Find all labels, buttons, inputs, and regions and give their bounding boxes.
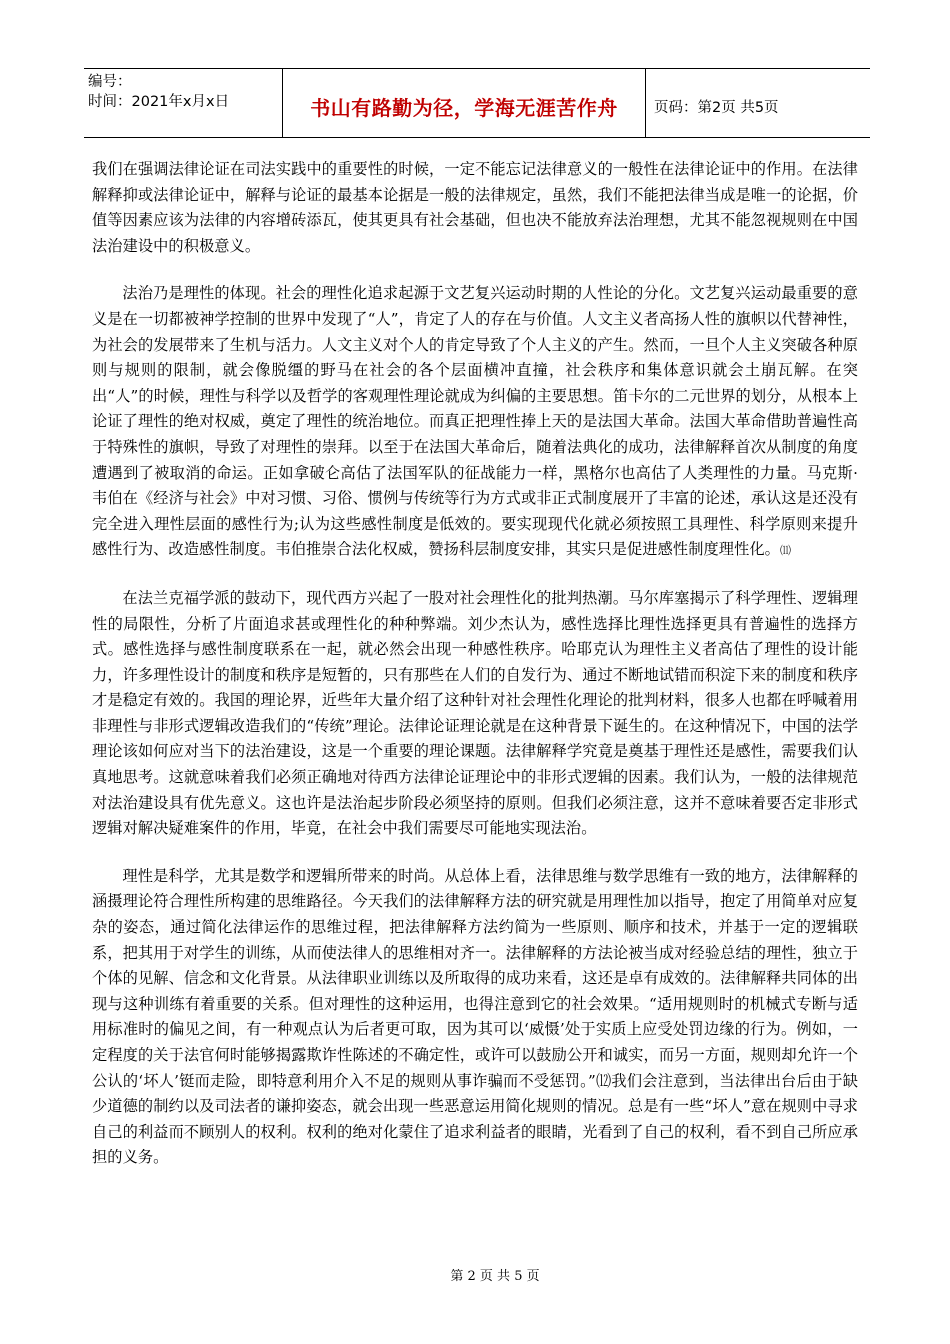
header-meta [84, 69, 282, 137]
header-motto-cell [282, 69, 646, 137]
paragraph-text: 在法兰克福学派的鼓动下，现代西方兴起了一股对社会理性化的批判热潮。马尔库塞揭示了科学理性、逻辑理性的局限性，分析了片面追求甚或理性化的种种弊端。刘少杰认为，感性选择比理性选择更具有普遍性的选择方式。感性选择与感性制度联系在一起，就必然会出现一种感性秩序。哈耶克认为理性主义者高估了理性的设计能力，许多理性设计的制度和秩序是短暂的，只有那些在人们的自发行为、通过不断地试错而积淀下来的制度和秩序才是稳定有效的。我国的理论界，近些年大量介绍了这种针对社会理性化理论的批判材料，很多人也都在呼喊着用非理性与非形式逻辑改造我们的“传统”理论。法律论证理论就是在这种背景下诞生的。在这种情况下，中国的法学理论该如何应对当下的法治建设，这是一个重要的理论课题。法律解释学究竟是奠基于理性还是感性，需要我们认真地思考。这就意味着我们必须正确地对待西方法律论证理论中的非形式逻辑的因素。我们认为，一般的法律规范对法治建设具有优先意义。这也许是法治起步阶段必须坚持的原则。但我们必须注意，这并不意味着要否定非形式逻辑对解决疑难案件的作用，毕竟，在社会中我们需要尽可能地实现法治。 [92, 588, 858, 838]
paragraph-gap [92, 842, 858, 864]
paragraph [92, 157, 858, 259]
paragraph-gap [92, 564, 858, 586]
paragraph [92, 281, 858, 564]
paragraph-text: 我们在强调法律论证在司法实践中的重要性的时候，一定不能忘记法律意义的一般性在法律论证中的作用。在法律解释抑或法律论证中，解释与论证的最基本论据是一般的法律规定，虽然，我们不能把法律当成是唯一的论据，价值等因素应该为法律的内容增砖添瓦，使其更具有社会基础，但也决不能放弃法治理想，尤其不能忽视规则在中国法治建设中的积极意义。 [92, 160, 858, 255]
motto: 书山有路勤为径，学海无涯苦作舟 [310, 95, 618, 120]
paragraph [92, 586, 858, 842]
date-label: 时间：2021年x月x日 [88, 94, 230, 110]
paragraph-text: 法治乃是理性的体现。社会的理性化追求起源于文艺复兴运动时期的人性论的分化。文艺复兴运动最重要的意义是在一切都被神学控制的世界中发现了“人”，肯定了人的存在与价值。人文主义者高扬人性的旗帜以代替神性，为社会的发展带来了生机与活力。人文主义对个人的肯定导致了个人主义的产生。然而，一旦个人主义突破各种原则与规则的限制，就会像脱缰的野马在社会的各个层面横冲直撞，社会秩序和集体意识就会土崩瓦解。在突出“人”的时候，理性与科学以及哲学的客观理性理论就成为纠偏的主要思想。笛卡尔的二元世界的划分，从根本上论证了理性的绝对权威，奠定了理性的统治地位。而真正把理性捧上天的是法国大革命。法国大革命借助普遍性高于特殊性的旗帜，导致了对理性的崇拜。以至于在法国大革命后，随着法典化的成功，法律解释首次从制度的角度遭遇到了被取消的命运。正如拿破仑高估了法国军队的征战能力一样，黑格尔也高估了人类理性的力量。马克斯·韦伯在《经济与社会》中对习惯、习俗、惯例与传统等行为方式或非正式制度展开了丰富的论述，承认这是还没有完全进入理性层面的感性行为;认为这些感性制度是低效的。要实现现代化就必须按照工具理性、科学原则来提升感性行为、改造感性制度。韦伯推崇合法化权威，赞扬科层制度安排，其实只是促进感性制度理性化。 [92, 284, 858, 559]
footnote-marker: ⑾ [779, 544, 792, 558]
page-indicator: 页码：第2页 共5页 [654, 99, 779, 116]
paragraph-gap [92, 259, 858, 281]
page-header [84, 68, 870, 138]
header-page-cell [646, 69, 870, 137]
page-footer [0, 1265, 950, 1284]
paragraph-text: 理性是科学，尤其是数学和逻辑所带来的时尚。从总体上看，法律思维与数学思维有一致的地方，法律解释的涵摄理论符合理性所构建的思维路径。今天我们的法律解释方法的研究就是用理性加以指导，抱定了用简单对应复杂的姿态，通过简化法律运作的思维过程，把法律解释方法约简为一些原则、顺序和技术，并基于一定的逻辑联系，把其用于对学生的训练，从而使法律人的思维相对齐一。法律解释的方法论被当成对经验总结的理性，独立于个体的见解、信念和文化背景。从法律职业训练以及所取得的成功来看，这还是卓有成效的。法律解释共同体的出现与这种训练有着重要的关系。但对理性的这种运用，也得注意到它的社会效果。“适用规则时的机械式专断与适用标准时的偏见之间，有一种观点认为后者更可取，因为其可以‘威慑’处于实质上应受处罚边缘的行为。例如，一定程度的关于法官何时能够揭露欺诈性陈述的不确定性，或许可以鼓励公开和诚实，而另一方面，规则却允许一个公认的‘坏人’铤而走险，即特意利用介入不足的规则从事诈骗而不受惩罚。”⑿我们会注意到，当法律出台后由于缺少道德的制约以及司法者的谦抑姿态，就会出现一些恶意运用简化规则的情况。总是有一些“坏人”意在规则中寻求自己的利益而不顾别人的权利。权利的绝对化蒙住了追求利益者的眼睛，光看到了自己的权利，看不到自己所应承担的义务。 [92, 866, 858, 1167]
doc-number-label: 编号： [88, 74, 132, 90]
paragraph [92, 864, 858, 1171]
footer-page-number: 第 2 页 共 5 页 [450, 1269, 540, 1284]
document-body [92, 157, 858, 1171]
